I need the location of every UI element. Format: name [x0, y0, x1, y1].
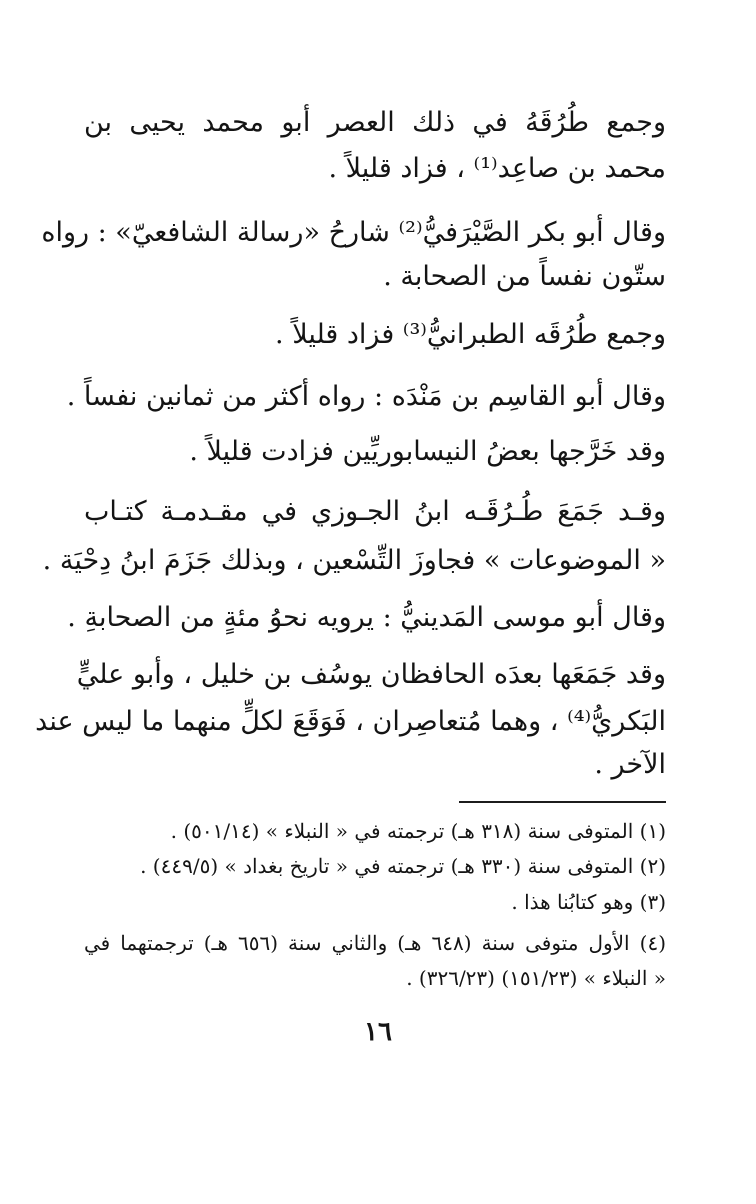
- body-line: وجمع طُرُقَهُ في ذلك العصر أبو محمد يحيى بن: [84, 107, 666, 138]
- body-line: محمد بن صاعِد⁽¹⁾ ، فزاد قليلاً .: [328, 153, 666, 184]
- body-line: وقـد جَمَعَ طُـرُقَـه ابنُ الجـوزي في مقـدمـة كتـاب: [84, 496, 666, 527]
- body-line: وقد جَمَعَها بعدَه الحافظان يوسُف بن خليل ، وأبو عليٍّ: [76, 659, 666, 690]
- body-line: وقال أبو بكر الصَّيْرَفيُّ⁽²⁾ شارحُ «رسالة الشافعيّ» : رواه: [41, 217, 666, 248]
- body-line: « الموضوعات » فجاوزَ التِّسْعين ، وبذلك جَزَمَ ابنُ دِحْيَة .: [42, 545, 666, 576]
- body-line: البَكريُّ⁽⁴⁾ ، وهما مُتعاصِران ، فَوَقَعَ لكلٍّ منهما ما ليس عند: [35, 706, 666, 737]
- body-line: ستّون نفساً من الصحابة .: [383, 261, 666, 292]
- body-line: وقد خَرَّجها بعضُ النيسابوريِّين فزادت قليلاً .: [189, 436, 666, 467]
- body-line: وجمع طُرُقَه الطبرانيُّ⁽³⁾ فزاد قليلاً .: [275, 319, 666, 350]
- body-line: وقال أبو موسى المَدينيُّ : يرويه نحوُ مئةٍ من الصحابةِ .: [67, 602, 666, 633]
- footnote-separator: [459, 801, 666, 803]
- footnote: (٣) وهو كتابُنا هذا .: [511, 890, 666, 914]
- body-line: وقال أبو القاسِم بن مَنْدَه : رواه أكثر من ثمانين نفساً .: [66, 381, 666, 412]
- footnote: (١) المتوفى سنة (٣١٨ هـ) ترجمته في « النبلاء » (٥٠١/١٤) .: [170, 819, 666, 843]
- footnote-continuation: « النبلاء » (١٥١/٢٣) (٣٢٦/٢٣) .: [406, 966, 666, 990]
- footnote: (٢) المتوفى سنة (٣٣٠ هـ) ترجمته في « تاريخ بغداد » (٤٤٩/٥) .: [140, 854, 666, 878]
- body-line: الآخر .: [594, 749, 666, 780]
- page-number: ١٦: [364, 1017, 392, 1047]
- footnote: (٤) الأول متوفى سنة (٦٤٨ هـ) والثاني سنة (٦٥٦ هـ) ترجمتهما في: [84, 931, 667, 955]
